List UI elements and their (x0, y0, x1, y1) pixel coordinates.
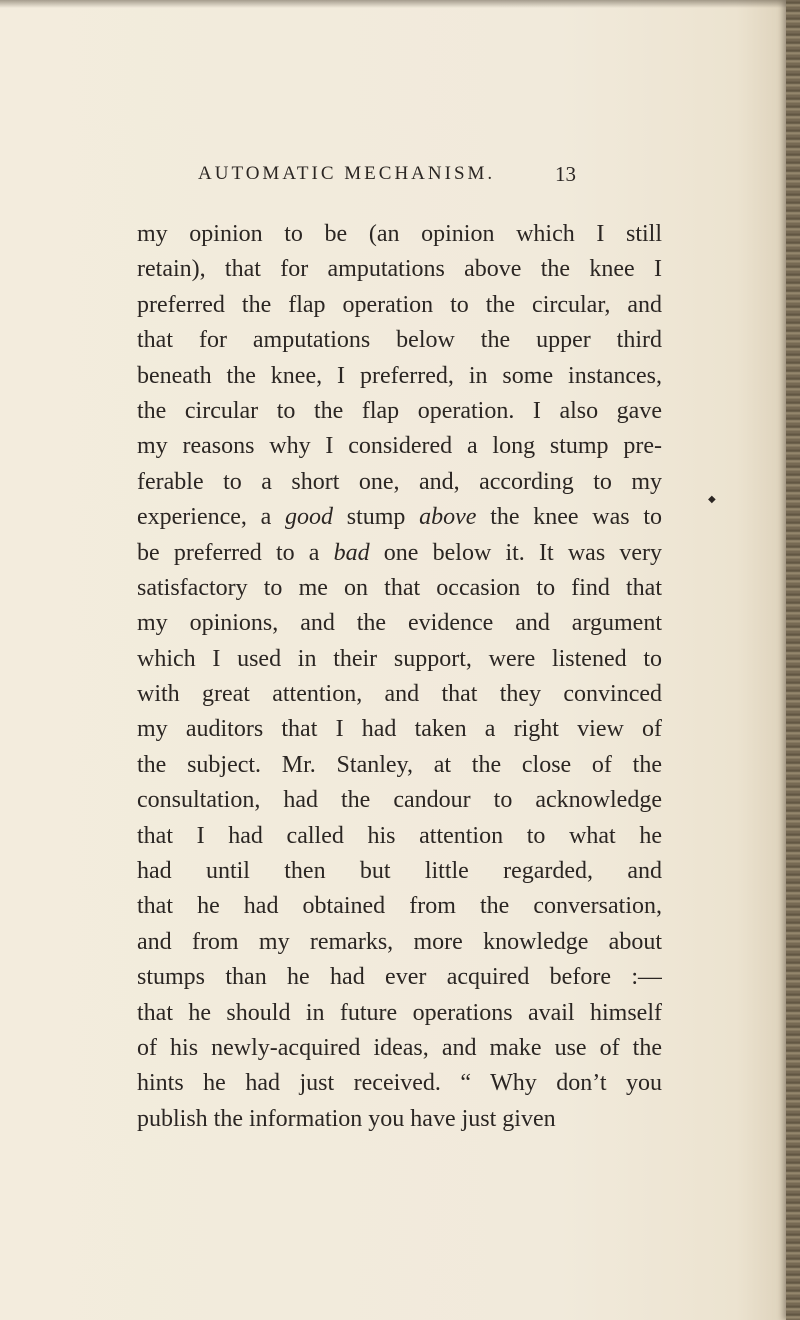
text-line: my reasons why I considered a long stump pre- (137, 433, 662, 460)
text-line: experience, a good stump above the knee was to (137, 504, 662, 531)
text-line: that he had obtained from the conversation, (137, 893, 662, 920)
book-edge (786, 0, 800, 1320)
text-line: which I used in their support, were listened to (137, 645, 662, 672)
text-line: hints he had just received. “ Why don’t you (137, 1070, 662, 1097)
text-line: of his newly-acquired ideas, and make use of the (137, 1034, 662, 1061)
text-line: that he should in future operations avail himself (137, 999, 662, 1026)
text-line: the circular to the flap operation. I also gave (137, 397, 662, 424)
running-head: AUTOMATIC MECHANISM. (198, 163, 496, 184)
page-header (198, 163, 576, 193)
text-line: my auditors that I had taken a right view of (137, 716, 662, 743)
text-line: my opinion to be (an opinion which I still (137, 221, 662, 247)
text-line: be preferred to a bad one below it. It was very (137, 539, 662, 566)
text-line: the subject. Mr. Stanley, at the close of the (137, 751, 662, 778)
text-line: beneath the knee, I preferred, in some instances, (137, 362, 662, 389)
text-line: my opinions, and the evidence and argument (137, 610, 662, 637)
margin-mark: ◆ (708, 494, 716, 505)
text-line: consultation, had the candour to acknowledge (137, 787, 662, 814)
text-line: retain), that for amputations above the knee I (137, 256, 662, 283)
text-line: satisfactory to me on that occasion to find that (137, 574, 662, 601)
text-line: publish the information you have just given (137, 1105, 556, 1132)
text-line: and from my remarks, more knowledge about (137, 928, 662, 955)
text-line: had until then but little regarded, and (137, 858, 662, 885)
top-shadow (0, 0, 800, 8)
text-line: ferable to a short one, and, according to my (137, 468, 662, 495)
text-line: that for amputations below the upper third (137, 327, 662, 354)
body-text (137, 217, 662, 1137)
page-number: 13 (555, 162, 576, 186)
text-line: stumps than he had ever acquired before :— (137, 964, 662, 991)
text-line: with great attention, and that they convinced (137, 681, 662, 708)
text-line: that I had called his attention to what he (137, 822, 662, 849)
text-line: preferred the flap operation to the circular, and (137, 291, 662, 318)
